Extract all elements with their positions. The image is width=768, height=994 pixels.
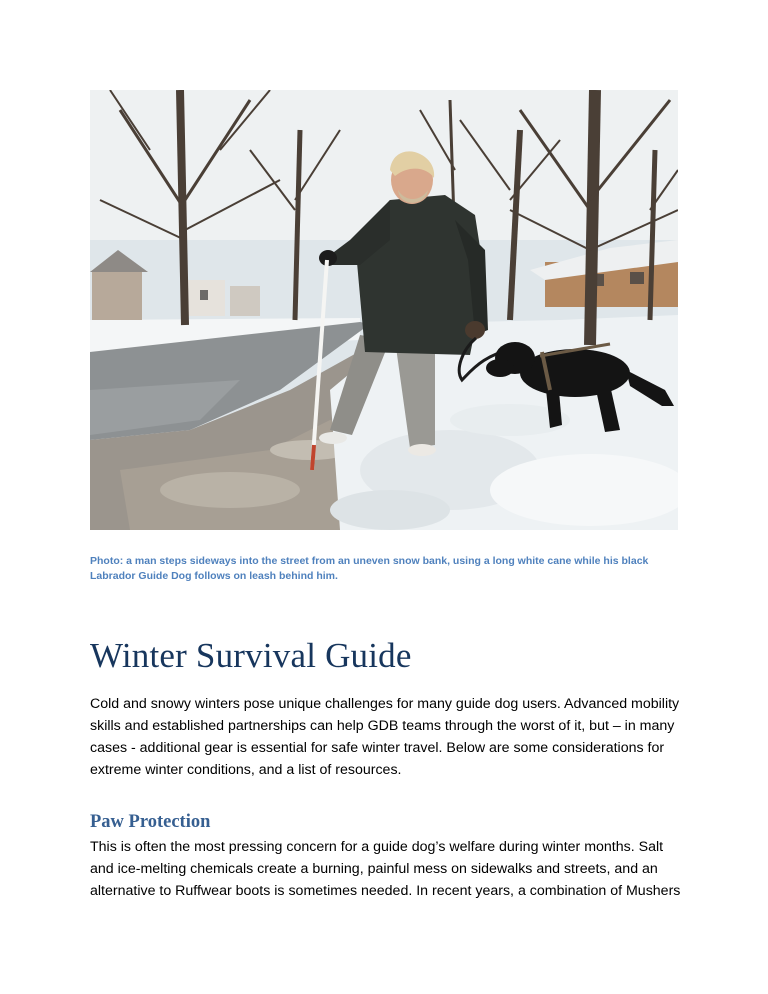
- photo-caption: Photo: a man steps sideways into the street from an uneven snow bank, using a long white cane while his black Labrador Guide Dog follows on leash behind him.: [90, 555, 649, 582]
- intro-paragraph: Cold and snowy winters pose unique challenges for many guide dog users. Advanced mobility skills and established partnerships can help GDB teams through the worst of it, but – in many cases - additional gear is essential for safe winter travel. Below are some considerations for extreme winter conditions, and a list of resources.: [90, 696, 680, 778]
- winter-street-photo: [90, 90, 678, 530]
- section-heading-paw-protection: Paw Protection: [90, 812, 211, 832]
- page-title: Winter Survival Guide: [90, 636, 412, 675]
- section-paragraph-paw-protection: This is often the most pressing concern for a guide dog’s welfare during winter months. Salt and ice-melting chemicals create a burning, painful mess on sidewalks and streets, and an alternative to Ruffwear boots is sometimes needed. In recent years, a combination of Mushers: [90, 839, 681, 899]
- photo-illustration: [90, 90, 678, 530]
